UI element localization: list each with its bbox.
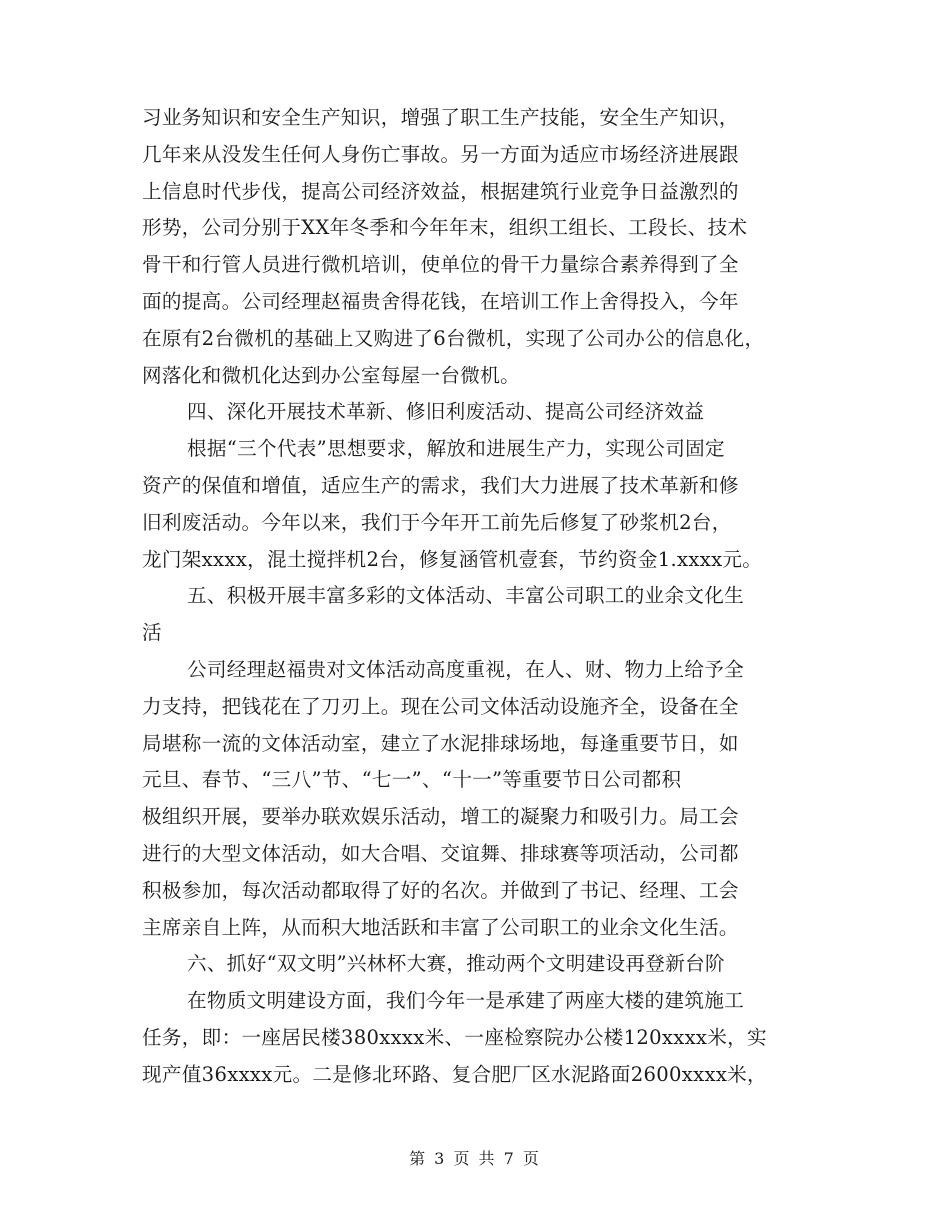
text-line: 在物质文明建设方面，我们今年一是承建了两座大楼的建筑施工 bbox=[187, 989, 745, 1013]
body-text bbox=[142, 100, 832, 1094]
text-line: 公司经理赵福贵对文体活动高度重视，在人、财、物力上给予全 bbox=[187, 657, 745, 681]
text-line: 几年来从没发生任何人身伤亡事故。另一方面为适应市场经济进展跟 bbox=[142, 142, 739, 166]
text-line: 任务，即：一座居民楼380xxxx米、一座检察院办公楼120xxxx米，实 bbox=[142, 1025, 767, 1049]
text-line: 面的提高。公司经理赵福贵舍得花钱，在培训工作上舍得投入，今年 bbox=[142, 289, 739, 313]
text-line: 骨干和行管人员进行微机培训，使单位的骨干力量综合素养得到了全 bbox=[142, 253, 739, 277]
text-line: 活 bbox=[142, 621, 162, 645]
text-line: 力支持，把钱花在了刀刃上。现在公司文体活动设施齐全，设备在全 bbox=[142, 694, 739, 718]
text-line: 现产值36xxxx元。二是修北环路、复合肥厂区水泥路面2600xxxx米， bbox=[142, 1062, 767, 1086]
text-line: 进行的大型文体活动，如大合唱、交谊舞、排球赛等项活动，公司都 bbox=[142, 841, 739, 865]
text-line: 六、抓好“双文明”兴林杯大赛，推动两个文明建设再登新台阶 bbox=[187, 952, 725, 976]
text-line: 在原有2台微机的基础上又购进了6台微机，实现了公司办公的信息化， bbox=[142, 326, 765, 350]
text-line: 资产的保值和增值，适应生产的需求，我们大力进展了技术革新和修 bbox=[142, 473, 739, 497]
text-line: 局堪称一流的文体活动室，建立了水泥排球场地，每逢重要节日，如 bbox=[142, 731, 739, 755]
text-line: 习业务知识和安全生产知识，增强了职工生产技能，安全生产知识， bbox=[142, 106, 739, 129]
text-line: 网落化和微机化达到办公室每屋一台微机。 bbox=[142, 363, 520, 387]
page-number-footer: 第 3 页 共 7 页 bbox=[409, 1149, 541, 1168]
text-line: 根据“三个代表”思想要求，解放和进展生产力，实现公司固定 bbox=[187, 437, 725, 461]
text-line: 元旦、春节、“三八”节、“七一”、“十一”等重要节日公司都积 bbox=[142, 768, 682, 792]
text-line: 极组织开展，要举办联欢娱乐活动，增工的凝聚力和吸引力。局工会 bbox=[142, 805, 739, 829]
text-line: 五、积极开展丰富多彩的文体活动、丰富公司职工的业余文化生 bbox=[187, 584, 745, 608]
text-line: 龙门架xxxx，混土搅拌机2台，修复涵管机壹套，节约资金1.xxxx元。 bbox=[142, 547, 763, 571]
text-line: 形势，公司分别于XX年冬季和今年年末，组织工组长、工段长、技术 bbox=[142, 216, 748, 240]
text-line: 四、深化开展技术革新、修旧利废活动、提高公司经济效益 bbox=[187, 400, 705, 424]
text-line: 上信息时代步伐，提高公司经济效益，根据建筑行业竞争日益激烈的 bbox=[142, 179, 739, 203]
text-line: 积极参加，每次活动都取得了好的名次。并做到了书记、经理、工会 bbox=[142, 878, 739, 902]
text-line: 主席亲自上阵，从而积大地活跃和丰富了公司职工的业余文化生活。 bbox=[142, 915, 739, 939]
text-line: 旧利废活动。今年以来，我们于今年开工前先后修复了砂浆机2台， bbox=[142, 510, 732, 534]
